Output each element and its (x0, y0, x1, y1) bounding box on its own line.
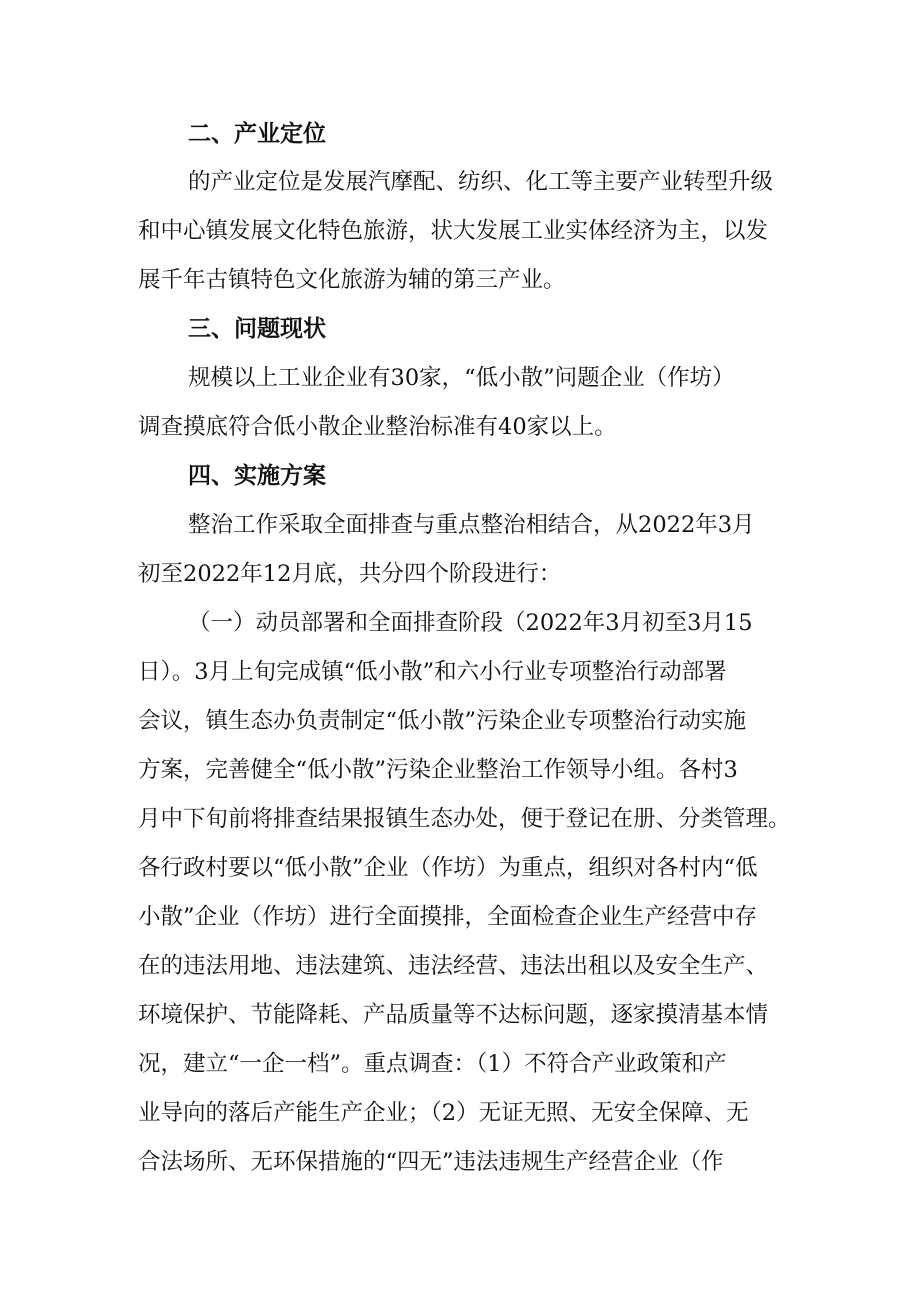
paragraph-line (0, 848, 920, 888)
paragraph-line (0, 603, 920, 643)
paragraph-line (0, 1142, 920, 1182)
line-text: （一）动员部署和全面排查阶段（2022年3月初至3月15 (188, 610, 753, 636)
paragraph-line (0, 162, 920, 202)
line-text: 调查摸底符合低小散企业整治标准有40家以上。 (138, 414, 617, 440)
line-text: 合法场所、无环保措施的“四无”违法违规生产经营企业（作 (138, 1149, 724, 1175)
section-heading (0, 309, 920, 349)
line-text: 方案，完善健全“低小散”污染企业整治工作领导小组。各村3 (138, 757, 738, 783)
paragraph-line (0, 260, 920, 300)
line-text: 初至2022年12月底，共分四个阶段进行： (138, 561, 562, 587)
line-text: 小散”企业（作坊）进行全面摸排，全面检查企业生产经营中存 (138, 904, 758, 930)
paragraph-line (0, 701, 920, 741)
paragraph-line (0, 211, 920, 251)
paragraph-line (0, 554, 920, 594)
line-text: 整治工作采取全面排查与重点整治相结合，从2022年3月 (188, 512, 755, 538)
paragraph-line (0, 652, 920, 692)
line-text: 环境保护、节能降耗、产品质量等不达标问题，逐家摸清基本情 (138, 1002, 769, 1028)
heading-text: 三、问题现状 (188, 316, 326, 342)
line-text: 的产业定位是发展汽摩配、纺织、化工等主要产业转型升级 (188, 169, 774, 195)
line-text: 展千年古镇特色文化旅游为辅的第三产业。 (138, 267, 566, 293)
paragraph-line (0, 1044, 920, 1084)
paragraph-line (0, 799, 920, 839)
line-text: 会议，镇生态办负责制定“低小散”污染企业专项整治行动实施 (138, 708, 747, 734)
paragraph-line (0, 1093, 920, 1133)
section-heading (0, 456, 920, 496)
line-text: 各行政村要以“低小散”企业（作坊）为重点，组织对各村内“低 (138, 855, 758, 881)
section-heading (0, 114, 920, 154)
paragraph-line (0, 358, 920, 398)
paragraph-line (0, 946, 920, 986)
heading-text: 二、产业定位 (188, 121, 326, 147)
heading-text: 四、实施方案 (188, 463, 326, 489)
paragraph-line (0, 897, 920, 937)
line-text: 和中心镇发展文化特色旅游，状大发展工业实体经济为主，以发 (138, 218, 769, 244)
line-text: 业导向的落后产能生产企业；（2）无证无照、无安全保障、无 (138, 1100, 749, 1126)
line-text: 月中下旬前将排查结果报镇生态办处，便于登记在册、分类管理。 (138, 806, 791, 832)
line-text: 在的违法用地、违法建筑、违法经营、违法出租以及安全生产、 (138, 953, 769, 979)
paragraph-line (0, 407, 920, 447)
paragraph-line (0, 995, 920, 1035)
paragraph-line (0, 750, 920, 790)
line-text: 规模以上工业企业有30家，“低小散”问题企业（作坊） (188, 365, 735, 391)
line-text: 日）。3月上旬完成镇“低小散”和六小行业专项整治行动部署 (138, 659, 727, 685)
line-text: 况，建立“一企一档”。重点调查：（1）不符合产业政策和产 (138, 1051, 727, 1077)
paragraph-line (0, 505, 920, 545)
